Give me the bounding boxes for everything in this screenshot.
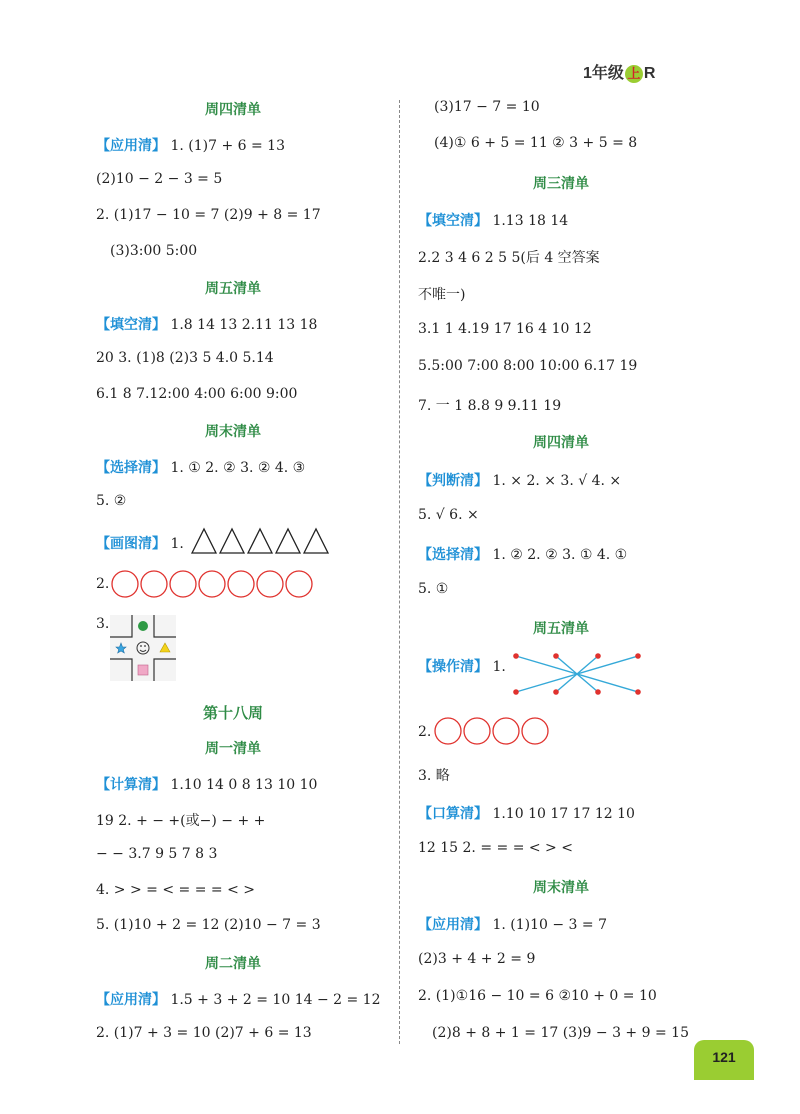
answer-line: 【选择清】 1. ② 2. ② 3. ① 4. ① <box>418 546 628 563</box>
tag-apply: 【应用清】 <box>418 916 488 932</box>
answer-line: 2.2 3 4 6 2 5 5(后 4 空答案 <box>418 250 600 266</box>
green-dot <box>138 621 148 631</box>
triangle-shape <box>248 529 272 553</box>
answer-line: 2. (1)17 − 10 = 7 (2)9 + 8 = 17 <box>96 207 321 223</box>
triangle-shape <box>220 529 244 553</box>
triangle-shape <box>304 529 328 553</box>
answer-line: 【判断清】 1. × 2. × 3. √ 4. × <box>418 472 622 489</box>
answer-line: − − 3.7 9 5 7 8 3 <box>96 846 218 862</box>
answer-line: 不唯一) <box>418 287 466 303</box>
answer-line: (4)① 6 + 5 = 11 ② 3 + 5 = 8 <box>434 135 638 151</box>
answer-line: (3)3:00 5:00 <box>110 243 198 259</box>
heading-week18: 第十八周 <box>202 705 263 722</box>
answer-line: 3. 略 <box>418 768 450 784</box>
circle-shape <box>493 718 519 744</box>
grade-label <box>583 60 655 83</box>
circle-shape <box>199 571 225 597</box>
heading-thursday-2: 周四清单 <box>533 434 589 450</box>
tag-fill: 【填空清】 <box>418 212 488 228</box>
dot <box>553 689 559 695</box>
dot <box>513 653 519 659</box>
answer-line: 【计算清】 1.10 14 0 8 13 10 10 <box>96 776 318 793</box>
triangle-shape <box>276 529 300 553</box>
answer-line: 5. √ 6. × <box>418 507 479 523</box>
answer-line: 3. <box>96 616 110 632</box>
smiley-eye <box>140 645 142 647</box>
circles-figure-2 <box>433 716 551 746</box>
position-diagram <box>110 615 176 681</box>
answer-line: 2. <box>96 576 110 592</box>
answer-line: 6.1 8 7.12:00 4:00 6:00 9:00 <box>96 386 298 402</box>
matching-lines-figure <box>512 652 646 698</box>
tag-oral: 【口算清】 <box>418 805 488 821</box>
answer-line: (3)17 − 7 = 10 <box>434 99 540 115</box>
answer-line: 5.5:00 7:00 8:00 10:00 6.17 19 <box>418 358 638 374</box>
dot <box>635 689 641 695</box>
circle-shape <box>257 571 283 597</box>
circle-shape <box>464 718 490 744</box>
answer-line: 7. 一 1 8.8 9 9.11 19 <box>418 398 562 414</box>
square-icon <box>138 665 148 675</box>
heading-friday-2: 周五清单 <box>533 620 589 636</box>
tag-choice: 【选择清】 <box>96 459 166 475</box>
dot <box>595 689 601 695</box>
dot <box>595 653 601 659</box>
dot <box>513 689 519 695</box>
circle-shape <box>141 571 167 597</box>
triangles-figure <box>190 526 330 556</box>
answer-line: 【口算清】 1.10 10 17 17 12 10 <box>418 805 635 822</box>
circle-shape <box>228 571 254 597</box>
answer-line: 20 3. (1)8 (2)3 5 4.0 5.14 <box>96 350 274 366</box>
grade-suffix: R <box>643 65 656 82</box>
tag-calc: 【计算清】 <box>96 776 166 792</box>
column-divider <box>399 100 400 1044</box>
answer-line: 19 2. + − +(或−) − + + <box>96 813 266 829</box>
heading-thursday: 周四清单 <box>205 101 261 117</box>
dot <box>635 653 641 659</box>
answer-line: 【应用清】 1. (1)10 − 3 = 7 <box>418 916 607 933</box>
tag-judge: 【判断清】 <box>418 472 488 488</box>
answer-line: 4. > > = < = = = < > <box>96 882 255 898</box>
heading-monday: 周一清单 <box>205 740 261 756</box>
circle-shape <box>112 571 138 597</box>
answer-line: 3.1 1 4.19 17 16 4 10 12 <box>418 321 592 337</box>
page-number: 121 <box>694 1040 754 1080</box>
grade-up-badge: 上 <box>625 65 643 83</box>
tag-draw: 【画图清】 <box>96 535 166 551</box>
answer-line: 5. (1)10 + 2 = 12 (2)10 − 7 = 3 <box>96 917 321 933</box>
answer-line: 【选择清】 1. ① 2. ② 3. ② 4. ③ <box>96 459 306 476</box>
tag-apply: 【应用清】 <box>96 991 166 1007</box>
heading-weekend: 周末清单 <box>205 423 261 439</box>
tag-apply: 【应用清】 <box>96 137 166 153</box>
heading-tuesday: 周二清单 <box>205 955 261 971</box>
dot <box>553 653 559 659</box>
answer-line: (2)10 − 2 − 3 = 5 <box>96 171 223 187</box>
heading-weekend-2: 周末清单 <box>533 879 589 895</box>
answer-line: (2)8 + 8 + 1 = 17 (3)9 − 3 + 9 = 15 <box>432 1025 689 1041</box>
heading-friday: 周五清单 <box>205 280 261 296</box>
answer-line: 2. (1)①16 − 10 = 6 ②10 + 0 = 10 <box>418 988 657 1004</box>
tag-fill: 【填空清】 <box>96 316 166 332</box>
smiley-eye <box>144 645 146 647</box>
answer-line: 【操作清】 1. <box>418 658 506 675</box>
circle-shape <box>522 718 548 744</box>
answer-line: (2)3 + 4 + 2 = 9 <box>418 951 536 967</box>
answer-line: 5. ② <box>96 493 127 509</box>
triangle-shape <box>192 529 216 553</box>
circle-shape <box>286 571 312 597</box>
answer-line: 【应用清】 1.5 + 3 + 2 = 10 14 − 2 = 12 <box>96 991 381 1008</box>
answer-line: 【应用清】 1. (1)7 + 6 = 13 <box>96 137 285 154</box>
answer-line: 5. ① <box>418 581 449 597</box>
answer-line: 12 15 2. = = = < > < <box>418 840 573 856</box>
answer-line: 【填空清】 1.13 18 14 <box>418 212 569 229</box>
answer-line: 【画图清】 1. <box>96 535 184 552</box>
tag-choice: 【选择清】 <box>418 546 488 562</box>
answer-line: 2. (1)7 + 3 = 10 (2)7 + 6 = 13 <box>96 1025 312 1041</box>
answer-line: 【填空清】 1.8 14 13 2.11 13 18 <box>96 316 318 333</box>
answer-line: 2. <box>418 724 432 740</box>
grade-prefix: 1年级 <box>583 65 624 82</box>
circle-shape <box>435 718 461 744</box>
heading-wednesday: 周三清单 <box>533 175 589 191</box>
circle-shape <box>170 571 196 597</box>
circles-figure <box>110 569 315 599</box>
tag-operate: 【操作清】 <box>418 658 488 674</box>
